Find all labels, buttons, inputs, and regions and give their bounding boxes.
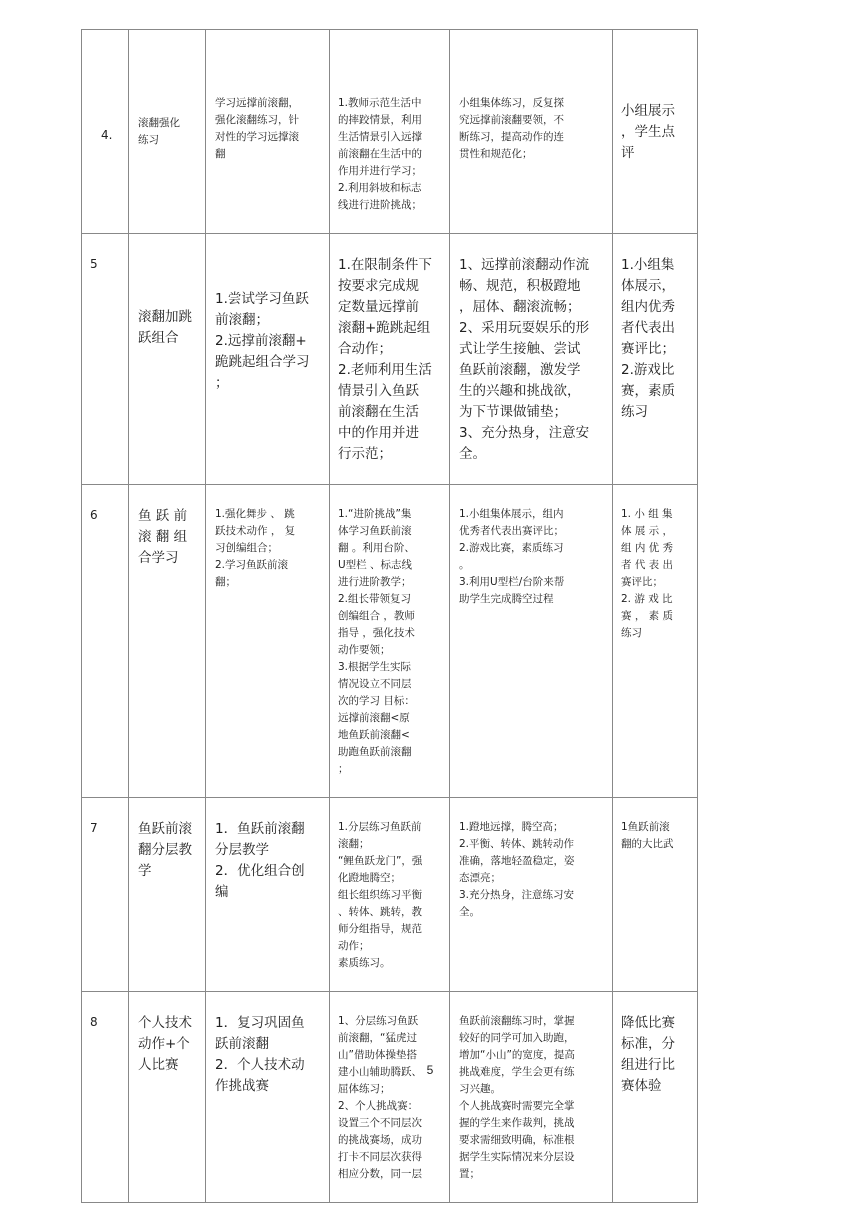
content-cell bbox=[206, 30, 330, 234]
lesson-number: 6 bbox=[90, 508, 98, 522]
teacher-activity-cell bbox=[330, 30, 450, 234]
lesson-content: 1．复习巩固鱼 跃前滚翻 2．个人技术动 作挑战赛 bbox=[215, 1015, 305, 1094]
teacher-activity-cell bbox=[330, 485, 450, 798]
topic-cell bbox=[129, 234, 206, 485]
lesson-number: 4. bbox=[101, 128, 113, 142]
lesson-content: 1.尝试学习鱼跃 前滚翻； 2.远撑前滚翻+ 跪跳起组合学习 ； bbox=[215, 291, 310, 391]
lesson-number-cell bbox=[82, 798, 129, 992]
evaluation-cell bbox=[613, 234, 698, 485]
content-cell bbox=[206, 798, 330, 992]
teacher-activity: 1.分层练习鱼跃前 滚翻； “鲤鱼跃龙门”，强 化蹬地腾空； 组长组织练习平衡 、转体、跳转，教 师分组指导，规范 动作； 素质练习。 bbox=[338, 821, 423, 969]
evaluation: 小组展示 ，学生点 评 bbox=[621, 103, 675, 161]
student-activity-cell bbox=[450, 485, 613, 798]
evaluation: 1.小组集 体展示， 组内优秀 者代表出 赛评比； 2.游戏比 赛，素质 练习 bbox=[621, 257, 675, 420]
lesson-topic: 滚翻加跳 跃组合 bbox=[138, 309, 192, 346]
teacher-activity: 1、分层练习鱼跃 前滚翻，“猛虎过 山”借助体操垫搭 建小山辅助腾跃、 屈体练习； 2、个人挑战赛： 设置三个不同层次 的挑战赛场，成功 打卡不同层次获得 相应分数，同一层 bbox=[338, 1015, 422, 1180]
student-activity-cell bbox=[450, 30, 613, 234]
lesson-topic: 鱼跃前滚 翻分层教 学 bbox=[138, 821, 192, 879]
teacher-activity-cell bbox=[330, 992, 450, 1203]
lesson-number-cell bbox=[82, 992, 129, 1203]
lesson-number: 5 bbox=[90, 257, 98, 271]
table-row bbox=[82, 234, 698, 485]
student-activity-cell bbox=[450, 234, 613, 485]
table-row bbox=[82, 485, 698, 798]
student-activity: 1.小组集体展示，组内 优秀者代表出赛评比； 2.游戏比赛，素质练习 。 3.利用U型栏/台阶来帮 助学生完成腾空过程 bbox=[459, 508, 565, 605]
lesson-number-cell bbox=[82, 30, 129, 234]
content-cell bbox=[206, 992, 330, 1203]
table-row bbox=[82, 30, 698, 234]
lesson-number-cell bbox=[82, 234, 129, 485]
student-activity: 1.蹬地远撑，腾空高； 2.平衡、转体、跳转动作 准确，落地轻盈稳定，姿 态漂亮； 3.充分热身，注意练习安 全。 bbox=[459, 821, 575, 918]
lesson-number: 7 bbox=[90, 821, 98, 835]
topic-cell bbox=[129, 30, 206, 234]
student-activity: 小组集体练习，反复探 究远撑前滚翻要领，不 断练习，提高动作的连 贯性和规范化； bbox=[459, 97, 564, 160]
lesson-content: 1．鱼跃前滚翻 分层教学 2．优化组合创 编 bbox=[215, 821, 305, 900]
lesson-content: 1.强化舞步 、 跳 跃技术动作 ， 复 习创编组合； 2.学习鱼跃前滚 翻； bbox=[215, 508, 296, 588]
teacher-activity: 1.在限制条件下 按要求完成规 定数量远撑前 滚翻+跪跳起组 合动作； 2.老师利用生活 情景引入鱼跃 前滚翻在生活 中的作用并进 行示范； bbox=[338, 257, 432, 462]
lesson-content: 学习远撑前滚翻， 强化滚翻练习，针 对性的学习远撑滚 翻 bbox=[215, 97, 299, 160]
teacher-activity-cell bbox=[330, 234, 450, 485]
topic-cell bbox=[129, 798, 206, 992]
lesson-number: 8 bbox=[90, 1015, 98, 1029]
evaluation: 1鱼跃前滚 翻的大比武 bbox=[621, 821, 674, 850]
content-cell bbox=[206, 234, 330, 485]
evaluation-cell bbox=[613, 485, 698, 798]
lesson-plan-table bbox=[81, 29, 698, 1203]
content-cell bbox=[206, 485, 330, 798]
lesson-number-cell bbox=[82, 485, 129, 798]
topic-cell bbox=[129, 992, 206, 1203]
evaluation-cell bbox=[613, 30, 698, 234]
student-activity: 1、远撑前滚翻动作流 畅、规范，积极蹬地 ，屈体、翻滚流畅； 2、采用玩耍娱乐的形 式让学生接触、尝试 鱼跃前滚翻，激发学 生的兴趣和挑战欲， 为下节课做铺垫； 3、充分热身，注意安 全。 bbox=[459, 257, 590, 462]
page-number: 5 bbox=[426, 1063, 434, 1077]
lesson-topic: 个人技术 动作+个 人比赛 bbox=[138, 1015, 192, 1073]
student-activity-cell bbox=[450, 992, 613, 1203]
evaluation: 降低比赛 标准，分 组进行比 赛体验 bbox=[621, 1015, 675, 1094]
evaluation: 1. 小 组 集 体 展 示 ， 组 内 优 秀 者 代 表 出 赛评比； 2. 游 戏 比 赛 ， 素 质 练习 bbox=[621, 508, 674, 639]
evaluation-cell bbox=[613, 798, 698, 992]
lesson-topic: 滚翻强化 练习 bbox=[138, 117, 180, 146]
student-activity-cell bbox=[450, 798, 613, 992]
teacher-activity: 1.教师示范生活中 的摔跤情景，利用 生活情景引入远撑 前滚翻在生活中的 作用并进行学习； 2.利用斜坡和标志 线进行进阶挑战； bbox=[338, 97, 422, 211]
student-activity: 鱼跃前滚翻练习时，掌握 较好的同学可加入助跑， 增加“小山”的宽度，提高 挑战难度，学生会更有练 习兴趣。 个人挑战赛时需要完全掌 握的学生来作裁判，挑战 要求需细致明确，标准根 据学生实际情况来分层设 置； bbox=[459, 1015, 575, 1180]
table-row bbox=[82, 798, 698, 992]
lesson-topic: 鱼 跃 前 滚 翻 组 合学习 bbox=[138, 508, 188, 566]
table-row bbox=[82, 992, 698, 1203]
teacher-activity: 1.“进阶挑战”集 体学习鱼跃前滚 翻 。利用台阶、 U型栏 、标志线 进行进阶教学； 2.组长带领复习 创编组合 ，教师 指导 ，强化技术 动作要领； 3.根据学生实际 情况设立不同层 次的学习 目标： 远撑前滚翻<原 地鱼跃前滚翻< 助跑鱼跃前滚翻 ； bbox=[338, 508, 415, 775]
teacher-activity-cell bbox=[330, 798, 450, 992]
topic-cell bbox=[129, 485, 206, 798]
evaluation-cell bbox=[613, 992, 698, 1203]
